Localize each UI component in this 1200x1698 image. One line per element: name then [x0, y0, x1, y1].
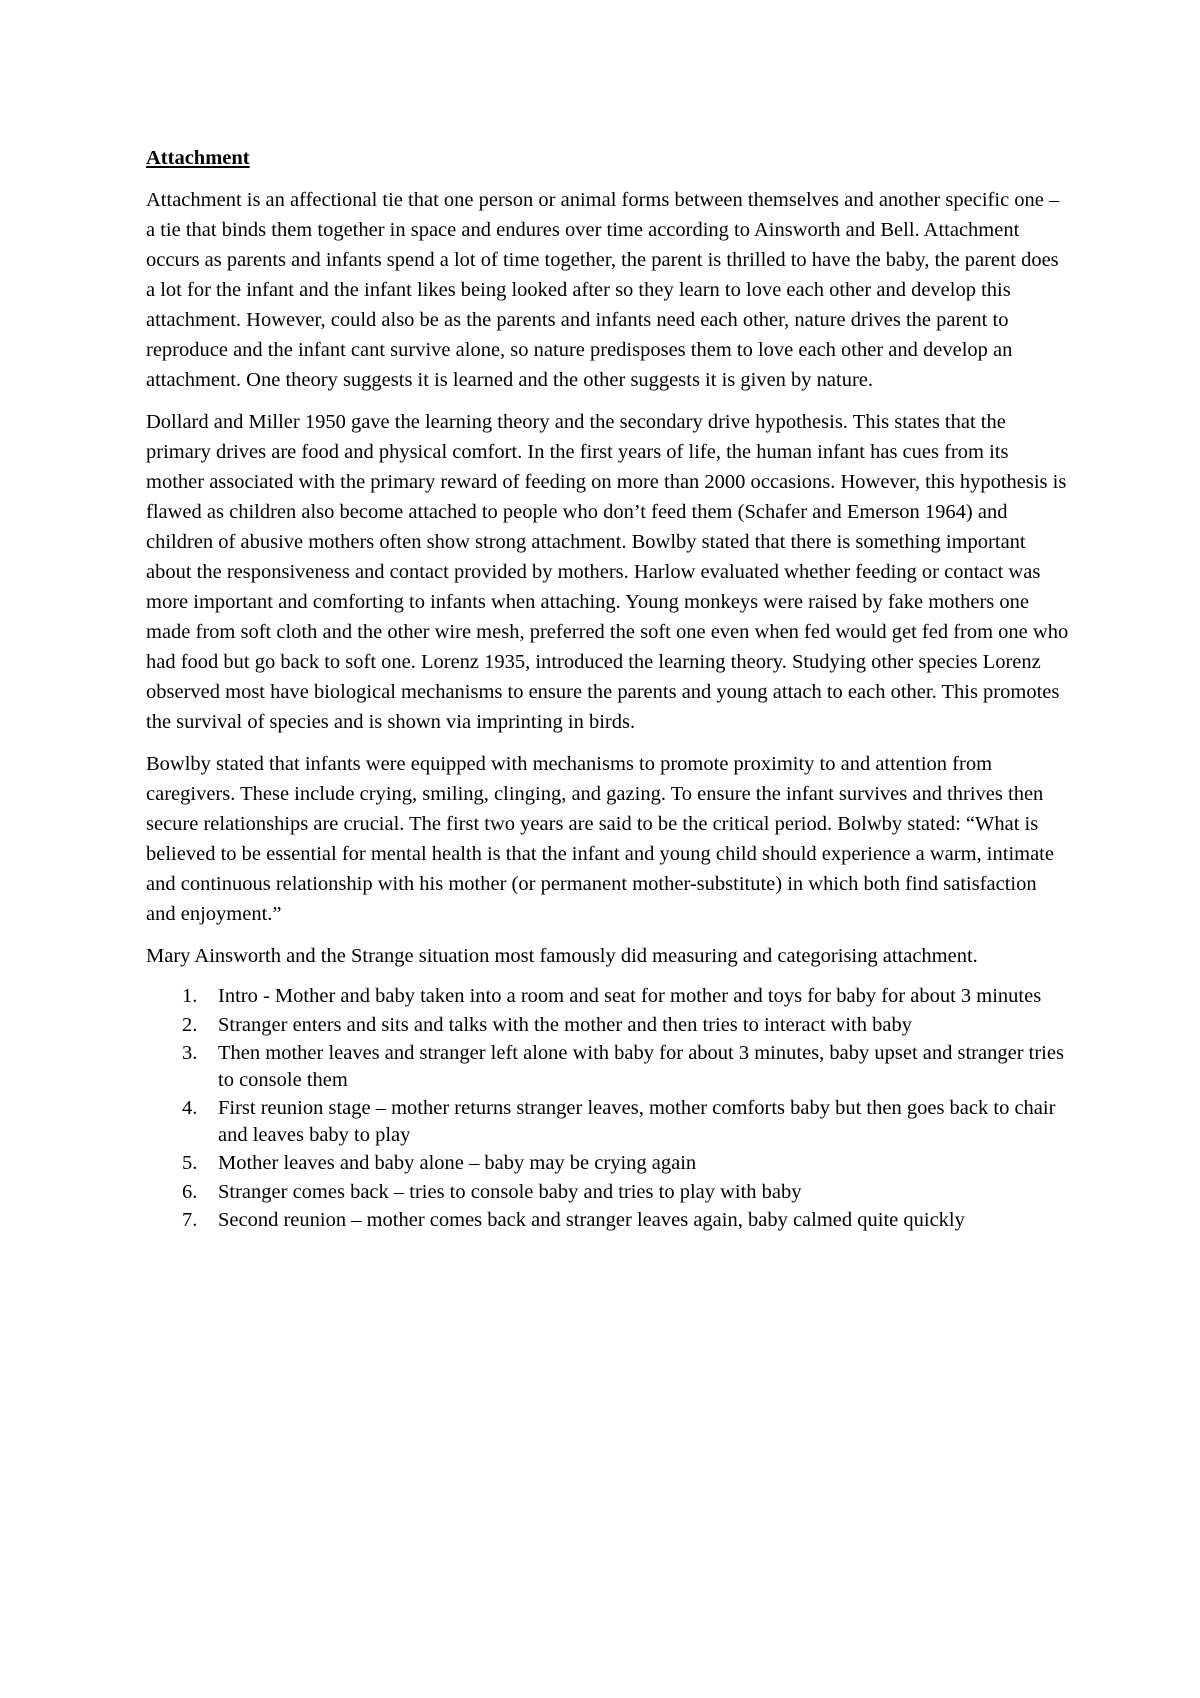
document-heading: Attachment — [146, 147, 250, 169]
paragraph-definition: Attachment is an affectional tie that one person or animal forms between themselves and another specific one – a tie that binds them together in space and endures over time according to Ainsworth and Bell. Attachment occurs as parents and infants spend a lot of time together, the parent is thrilled to have the baby, the parent does a lot for the infant and the infant likes being looked after so they learn to love each other and develop this attachment. However, could also be as the parents and infants need each other, nature drives the parent to reproduce and the infant cant survive alone, so nature predisposes them to love each other and develop an attachment. One theory suggests it is learned and the other suggests it is given by nature. — [146, 189, 1060, 391]
list-number: 2. — [182, 1013, 198, 1036]
paragraph-strange-situation: Mary Ainsworth and the Strange situation most famously did measuring and categorising attachment. — [146, 945, 978, 967]
list-item — [182, 1040, 1070, 1093]
list-item-text: Stranger comes back – tries to console baby and tries to play with baby — [218, 1180, 802, 1203]
list-item — [182, 1207, 1070, 1234]
paragraph-learning-theory: Dollard and Miller 1950 gave the learning theory and the secondary drive hypothesis. This states that the primary drives are food and physical comfort. In the first years of life, the human infant has cues from its mother associated with the primary reward of feeding on more than 2000 occasions. However, this hypothesis is flawed as children also become attached to people who don’t feed them (Schafer and Emerson 1964) and children of abusive mothers often show strong attachment. Bowlby stated that there is something important about the responsiveness and contact provided by mothers. Harlow evaluated whether feeding or contact was more important and comforting to infants when attaching. Young monkeys were raised by fake mothers one made from soft cloth and the other wire mesh, preferred the soft one even when fed would get fed from one who had food but go back to soft one. Lorenz 1935, introduced the learning theory. Studying other species Lorenz observed most have biological mechanisms to ensure the parents and young attach to each other. This promotes the survival of species and is shown via imprinting in birds. — [146, 411, 1069, 733]
list-item-text: Intro - Mother and baby taken into a room and seat for mother and toys for baby for about 3 minutes — [218, 985, 1042, 1007]
list-item-text: Stranger enters and sits and talks with the mother and then tries to interact with baby — [218, 1013, 912, 1036]
list-item — [182, 1150, 1070, 1177]
list-item-text: Second reunion – mother comes back and stranger leaves again, baby calmed quite quickly — [218, 1209, 965, 1231]
document-page — [146, 143, 1070, 1236]
strange-situation-steps — [146, 983, 1070, 1234]
list-number: 7. — [182, 1209, 198, 1231]
list-number: 4. — [182, 1097, 198, 1119]
paragraph-bowlby: Bowlby stated that infants were equipped with mechanisms to promote proximity to and attention from caregivers. These include crying, smiling, clinging, and gazing. To ensure the infant survives and thrives then secure relationships are crucial. The first two years are said to be the critical period. Bolwby stated: “What is believed to be essential for mental health is that the infant and young child should experience a warm, intimate and continuous relationship with his mother (or permanent mother-substitute) in which both find satisfaction and enjoyment.” — [146, 753, 1054, 925]
list-number: 5. — [182, 1152, 198, 1174]
list-number: 3. — [182, 1042, 198, 1064]
list-item-text: First reunion stage – mother returns stranger leaves, mother comforts baby but then goes back to chair and leaves baby to play — [218, 1097, 1056, 1146]
list-item — [182, 1012, 1070, 1039]
list-item — [182, 1095, 1070, 1148]
list-item-text: Then mother leaves and stranger left alone with baby for about 3 minutes, baby upset and stranger tries to console them — [218, 1042, 1064, 1091]
list-item-text: Mother leaves and baby alone – baby may be crying again — [218, 1152, 697, 1174]
list-item — [182, 1179, 1070, 1206]
list-number: 1. — [182, 985, 198, 1007]
list-number: 6. — [182, 1180, 198, 1203]
list-item — [182, 983, 1070, 1010]
